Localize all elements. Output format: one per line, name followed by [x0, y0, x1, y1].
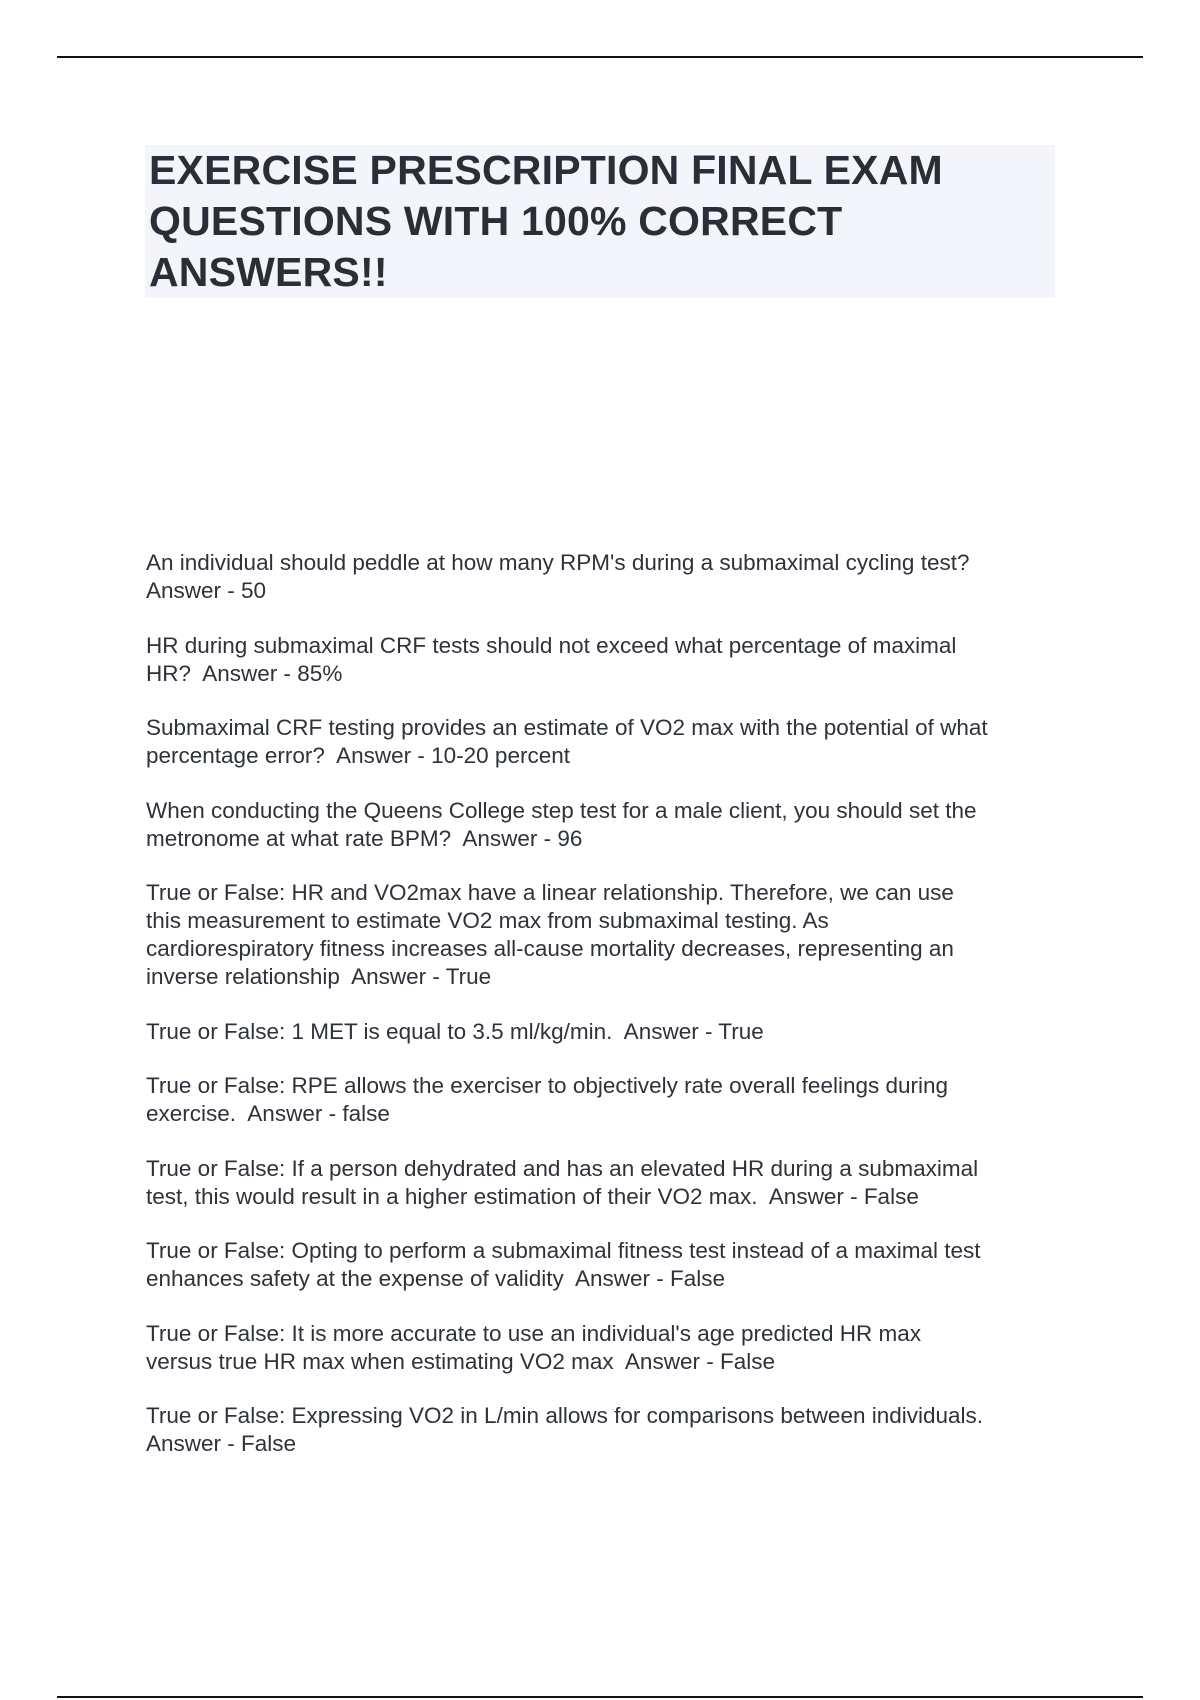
bottom-rule: [57, 1696, 1143, 1698]
qa-item: True or False: If a person dehydrated and has an elevated HR during a submaximal test, this would result in a higher estimation of their VO2 max. Answer - False: [146, 1155, 979, 1209]
qa-item: Submaximal CRF testing provides an estimate of VO2 max with the potential of what percentage error? Answer - 10-20 percent: [146, 715, 988, 768]
qa-item: True or False: RPE allows the exerciser to objectively rate overall feelings during exercise. Answer - false: [146, 1073, 949, 1126]
qa-item: True or False: It is more accurate to use an individual's age predicted HR max versus true HR max when estimating VO2 max Answer - False: [146, 1320, 922, 1374]
qa-list: [146, 549, 1066, 1485]
top-rule: [57, 56, 1143, 58]
qa-item: True or False: HR and VO2max have a linear relationship. Therefore, we can use this measurement to estimate VO2 max from submaximal testing. As cardiorespiratory fitness increases all-cause mortality decreases, representing an inverse relationship Answer - True: [146, 880, 954, 989]
qa-item: When conducting the Queens College step test for a male client, you should set the metronome at what rate BPM? Answer - 96: [146, 797, 977, 851]
title-banner: [145, 145, 1055, 298]
qa-item: True or False: Opting to perform a submaximal fitness test instead of a maximal test enhances safety at the expense of validity Answer - False: [146, 1238, 981, 1291]
document-title: EXERCISE PRESCRIPTION FINAL EXAM QUESTIONS WITH 100% CORRECT ANSWERS!!: [149, 147, 943, 295]
qa-item: An individual should peddle at how many RPM's during a submaximal cycling test? Answer - 50: [146, 550, 970, 603]
qa-item: True or False: 1 MET is equal to 3.5 ml/kg/min. Answer - True: [146, 1018, 764, 1044]
qa-item: HR during submaximal CRF tests should not exceed what percentage of maximal HR? Answer - 85%: [146, 632, 957, 686]
qa-item: True or False: Expressing VO2 in L/min allows for comparisons between individuals. Answer - False: [146, 1403, 984, 1456]
